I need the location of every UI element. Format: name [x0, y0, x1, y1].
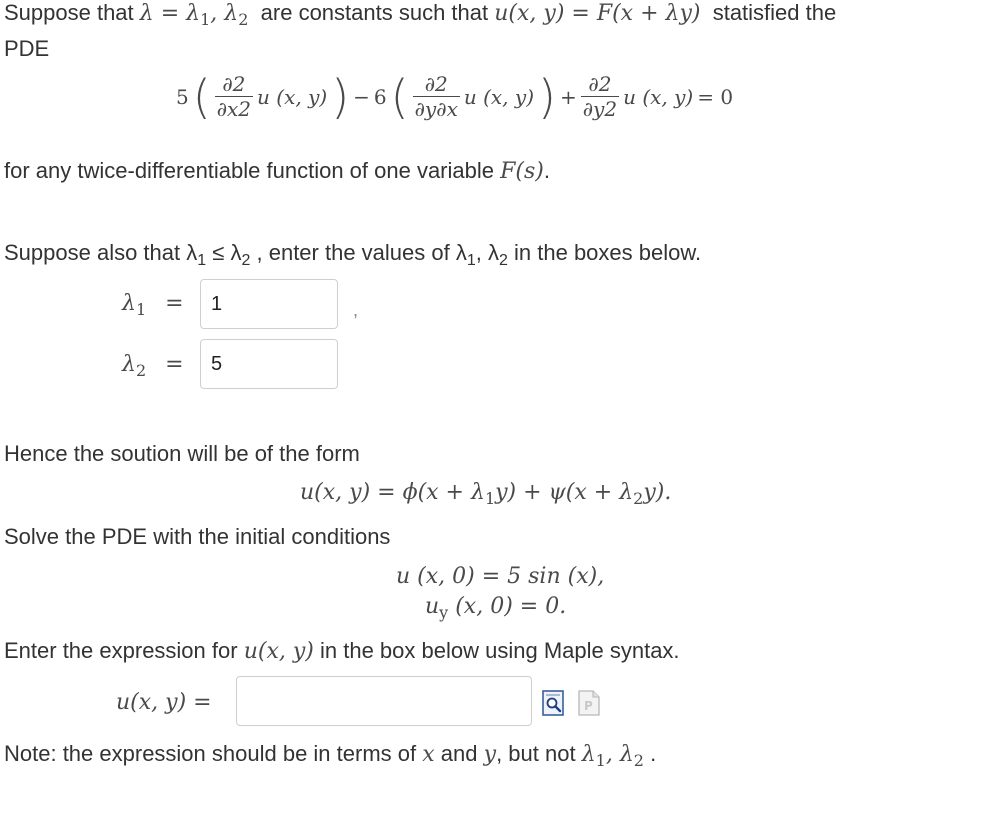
lambda-sub-2: 2	[238, 10, 249, 29]
var-x: x	[422, 742, 435, 767]
pde-coef-5: 5	[176, 85, 189, 109]
suppose-text-a: Suppose also that λ	[4, 240, 198, 265]
F-of-s: F(s)	[500, 159, 544, 184]
pde-equation	[176, 70, 734, 124]
for-any-text: for any twice-differentiable function of one variable	[4, 158, 494, 183]
svg-text:P: P	[584, 699, 593, 713]
dydx-denominator: ∂y∂x	[414, 97, 458, 121]
partial-squared: ∂2	[222, 72, 246, 96]
pde-rhs: = 0	[697, 85, 734, 109]
p-document-icon[interactable]	[578, 690, 600, 716]
enter-expression-line: Enter the expression for u(x, y) in the box below using Maple syntax.	[4, 638, 680, 664]
lambda-list: $\lambda_1$, $\lambda_2$	[581, 742, 644, 770]
pde-minus: −	[353, 85, 370, 109]
d2-dydx-fraction	[413, 74, 460, 120]
sub-2: 2	[241, 252, 251, 269]
condition-2: $u_y$ (x, 0) = 0.	[425, 594, 567, 622]
sub-1: 1	[197, 252, 207, 269]
magnifier-preview-icon[interactable]	[542, 690, 564, 716]
le-lambda: ≤ λ	[212, 240, 242, 265]
intro-text-b: are constants such that	[260, 0, 489, 25]
partial-squared: ∂2	[588, 72, 612, 96]
suppose-text-b: , enter the values of λ	[256, 240, 467, 265]
u-equals-F: u(x, y) = F(x + λy)	[494, 1, 701, 26]
condition-1: u (x, 0) = 5 sin (x),	[396, 564, 605, 589]
u-arg-1: u (x, y)	[257, 85, 328, 109]
initial-conditions-text: Solve the PDE with the initial conditions	[4, 524, 391, 549]
u-arg-3: u (x, y)	[623, 85, 694, 109]
solution-form-text: Hence the soution will be of the form	[4, 441, 360, 466]
left-paren: (	[192, 70, 211, 124]
intro-line	[4, 0, 836, 29]
for-any-period: .	[543, 158, 550, 183]
answer-input[interactable]	[236, 676, 532, 726]
dy2-denominator: ∂y2	[582, 97, 618, 121]
suppose-comma: , λ	[475, 240, 499, 265]
pde-coef-6: 6	[373, 85, 387, 109]
lambda2-input[interactable]	[200, 339, 338, 389]
answer-label: u(x, y) =	[116, 690, 212, 715]
suppose-text-c: in the boxes below.	[514, 240, 702, 265]
d2-dy2-fraction	[581, 74, 619, 120]
var-y: y	[483, 742, 497, 767]
lambda-comma: , λ	[210, 1, 239, 26]
lambda1-input[interactable]	[200, 279, 338, 329]
lambda1-label: $\lambda_1$ =	[122, 291, 184, 319]
u-of-xy: u(x, y)	[243, 639, 314, 664]
lambda2-label: $\lambda_2$ =	[122, 352, 184, 380]
d2-dx2-fraction	[215, 74, 253, 120]
solution-formula: u(x, $y) = \phi(x + \lambda_1y) + \psi(x + \lambda_2y)$.	[300, 480, 672, 508]
right-paren: )	[538, 70, 556, 124]
pde-plus: +	[559, 85, 577, 109]
right-paren: )	[331, 70, 350, 124]
dx2-denominator: ∂x2	[216, 97, 252, 121]
intro-text-a: Suppose that	[4, 0, 134, 25]
trailing-comma: ,	[353, 300, 359, 320]
equals-sign: =	[165, 291, 184, 316]
sub-1b: 1	[466, 252, 476, 269]
equals-sign: =	[165, 352, 184, 377]
lambda-equation: λ = λ	[139, 1, 201, 26]
note-line: Note: the expression should be in terms of x and y, but not $\lambda_1$, $\lambda_2$ .	[4, 741, 657, 770]
for-any-line	[4, 158, 550, 184]
lambda-sub-1: 1	[200, 10, 211, 29]
intro-line-2: PDE	[4, 36, 50, 61]
intro-text-c: statisfied the	[712, 0, 837, 25]
partial-squared: ∂2	[424, 72, 448, 96]
suppose-also-line	[4, 240, 701, 270]
left-paren: (	[390, 70, 409, 124]
sub-2b: 2	[498, 252, 508, 269]
u-arg-2: u (x, y)	[463, 85, 534, 109]
